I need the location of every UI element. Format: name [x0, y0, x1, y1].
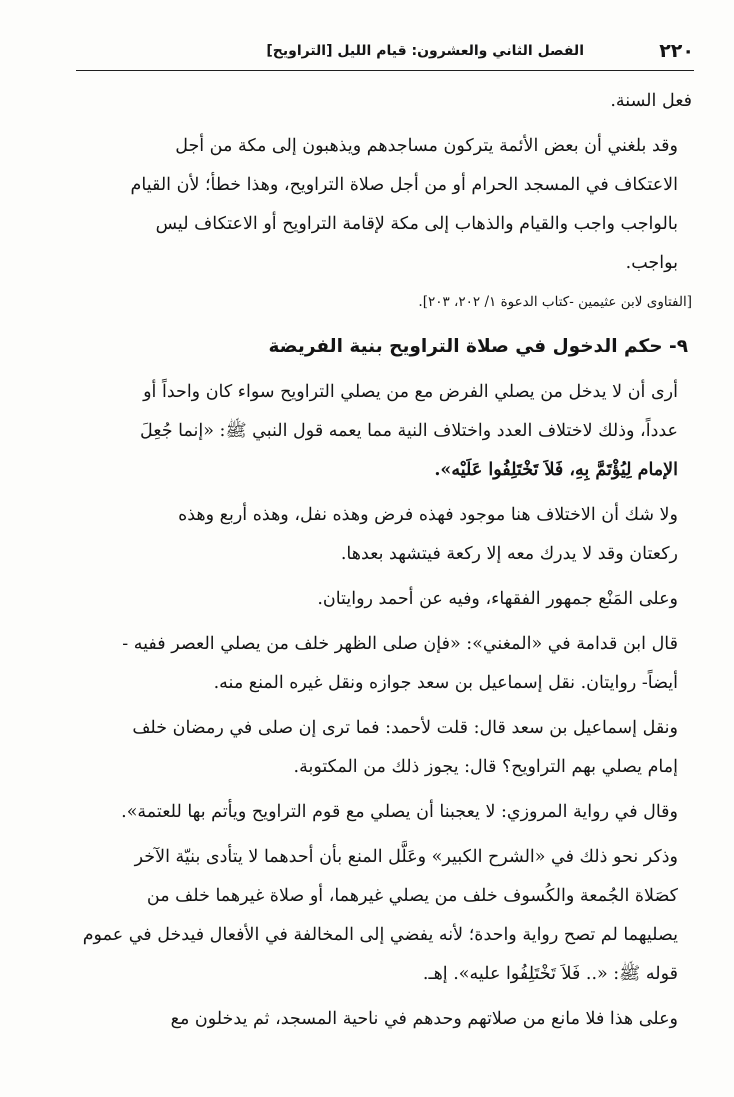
- header-divider: [76, 70, 694, 71]
- text-line: إمام يصلي بهم التراويح؟ قال: يجوز ذلك من المكتوبة.: [293, 757, 678, 777]
- paragraph-5: [78, 580, 692, 619]
- text-line: بالواجب واجب والقيام والذهاب إلى مكة لإقامة التراويح أو الاعتكاف ليس: [155, 214, 678, 234]
- text-line: ولا شك أن الاختلاف هنا موجود فهذه فرض وهذه نفل، وهذه أربع وهذه: [178, 505, 678, 525]
- running-title: الفصل الثاني والعشرون: قيام الليل [التراويح]: [266, 43, 584, 59]
- text-line: وقد بلغني أن بعض الأئمة يتركون مساجدهم ويذهبون إلى مكة من أجل: [175, 136, 678, 156]
- text-line: يصليهما لم تصح رواية واحدة؛ لأنه يفضي إلى المخالفة في الأفعال فيدخل في عموم: [82, 925, 678, 945]
- text-line: عدداً، وذلك لاختلاف العدد واختلاف النية مما يعمه قول النبي ﷺ: «إنما جُعِلَ: [140, 421, 678, 441]
- hadith-quote-line: الإمام لِيُؤْتَمَّ بِهِ، فَلاَ تَخْتَلِفُوا عَلَيْه».: [434, 460, 678, 480]
- paragraph-2: [78, 127, 692, 283]
- body-text: [78, 82, 692, 1045]
- paragraph-10: [78, 1000, 692, 1039]
- text-line: قال ابن قدامة في «المغني»: «فإن صلى الظهر خلف من يصلي العصر ففيه -: [122, 634, 678, 654]
- paragraph-1: [78, 82, 692, 121]
- section-heading: ٩- حكم الدخول في صلاة التراويح بنية الفريضة: [268, 336, 688, 357]
- paragraph-9: [78, 838, 692, 994]
- text-line: فعل السنة.: [610, 91, 692, 111]
- text-line: أرى أن لا يدخل من يصلي الفرض مع من يصلي التراويح سواء كان واحداً أو: [143, 382, 678, 402]
- text-line: وعلى المَنْع جمهور الفقهاء، وفيه عن أحمد روايتان.: [317, 589, 678, 609]
- text-line: بواجب.: [625, 253, 678, 273]
- paragraph-4: [78, 496, 692, 574]
- text-line: قوله ﷺ: «.. فَلاَ تَخْتَلِفُوا عليه». إهـ.: [422, 964, 678, 984]
- text-line: ونقل إسماعيل بن سعد قال: قلت لأحمد: فما ترى إن صلى في رمضان خلف: [132, 718, 678, 738]
- page-header: [76, 38, 694, 68]
- fatwa-reference: [الفتاوى لابن عثيمين -كتاب الدعوة ١/ ٢٠٢، ٢٠٣].: [418, 294, 692, 310]
- paragraph-6: [78, 625, 692, 703]
- text-line: الاعتكاف في المسجد الحرام أو من أجل صلاة التراويح، وهذا خطأ؛ لأن القيام: [130, 175, 678, 195]
- paragraph-8: [78, 793, 692, 832]
- text-line: ركعتان وقد لا يدرك معه إلا ركعة فيتشهد بعدها.: [340, 544, 678, 564]
- text-line: وعلى هذا فلا مانع من صلاتهم وحدهم في ناحية المسجد، ثم يدخلون مع: [170, 1009, 678, 1029]
- text-line: وقال في رواية المروزي: لا يعجبنا أن يصلي مع قوم التراويح ويأتم بها للعتمة».: [121, 802, 678, 822]
- text-line: وذكر نحو ذلك في «الشرح الكبير» وعَلَّل المنع بأن أحدهما لا يتأدى بنيّة الآخر: [134, 847, 678, 867]
- text-line: أيضاً- روايتان. نقل إسماعيل بن سعد جوازه ونقل غيره المنع منه.: [213, 673, 678, 693]
- paragraph-3: [78, 373, 692, 490]
- page-number: ٢٢٠: [659, 40, 694, 62]
- text-line: كصَلاة الجُمعة والكُسوف خلف من يصلي غيرهما، أو صلاة غيرهما خلف من: [146, 886, 678, 906]
- paragraph-7: [78, 709, 692, 787]
